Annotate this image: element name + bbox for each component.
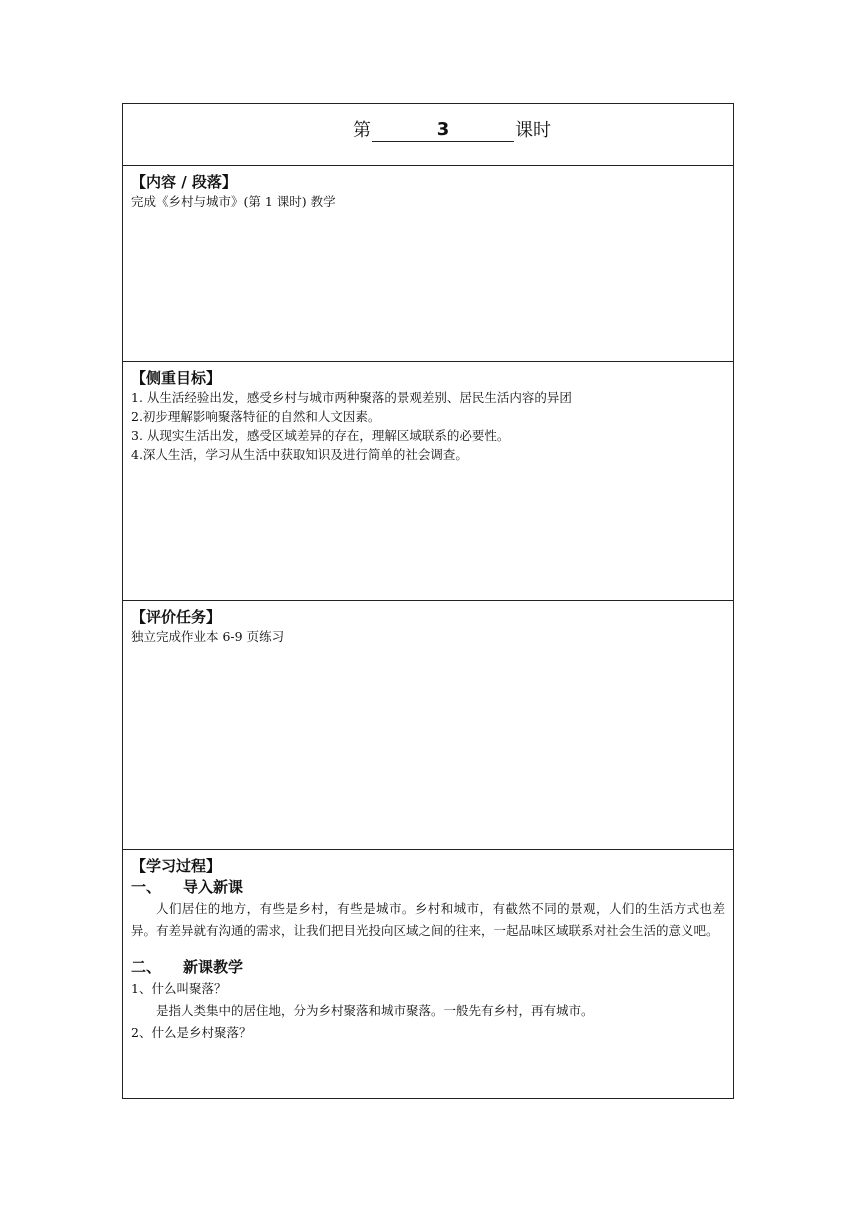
objectives-heading: 【侧重目标】: [131, 369, 222, 387]
content-section: [123, 166, 733, 362]
lesson-plan-table: [122, 103, 734, 1099]
title-prefix: 第: [353, 120, 371, 141]
process-heading: 【学习过程】: [131, 857, 222, 875]
content-heading: 【内容 / 段落】: [131, 173, 237, 191]
content-text: 完成《乡村与城市》(第 1 课时) 教学: [131, 194, 336, 209]
section-number: 二、: [131, 958, 162, 976]
objectives-section: [123, 362, 733, 601]
answer-1: 是指人类集中的居住地，分为乡村聚落和城市聚落。一般先有乡村，再有城市。: [156, 1003, 594, 1018]
title-suffix: 课时: [515, 120, 551, 141]
assessment-heading: 【评价任务】: [131, 608, 222, 626]
section-heading-intro: [131, 876, 725, 898]
assessment-text: 独立完成作业本 6-9 页练习: [131, 629, 285, 644]
section-heading-teaching: [131, 956, 725, 978]
question-2: 2、什么是乡村聚落？: [131, 1025, 252, 1040]
lesson-title: [353, 116, 551, 142]
title-row: [123, 104, 733, 166]
lesson-number: 3: [372, 119, 514, 142]
process-section: [123, 850, 733, 1098]
section-title: 新课教学: [183, 958, 244, 976]
question-1: 1、什么叫聚落？: [131, 981, 227, 996]
intro-paragraph: 人们居住的地方，有些是乡村，有些是城市。乡村和城市，有截然不同的景观，人们的生活方式也差异。有差异就有沟通的需求，让我们把目光投向区域之间的往来，一起品味区域联系对社会生活的意义吧。: [131, 901, 725, 938]
objective-item: 1. 从生活经验出发，感受乡村与城市两种聚落的景观差别、居民生活内容的异团: [131, 390, 572, 405]
section-number: 一、: [131, 878, 162, 896]
section-title: 导入新课: [183, 878, 244, 896]
objective-item: 2.初步理解影响聚落特征的自然和人文因素。: [131, 409, 381, 424]
assessment-section: [123, 601, 733, 850]
objective-item: 4.深人生活，学习从生活中获取知识及进行简单的社会调查。: [131, 447, 468, 462]
objective-item: 3. 从现实生活出发，感受区域差异的存在，理解区域联系的必要性。: [131, 428, 510, 443]
